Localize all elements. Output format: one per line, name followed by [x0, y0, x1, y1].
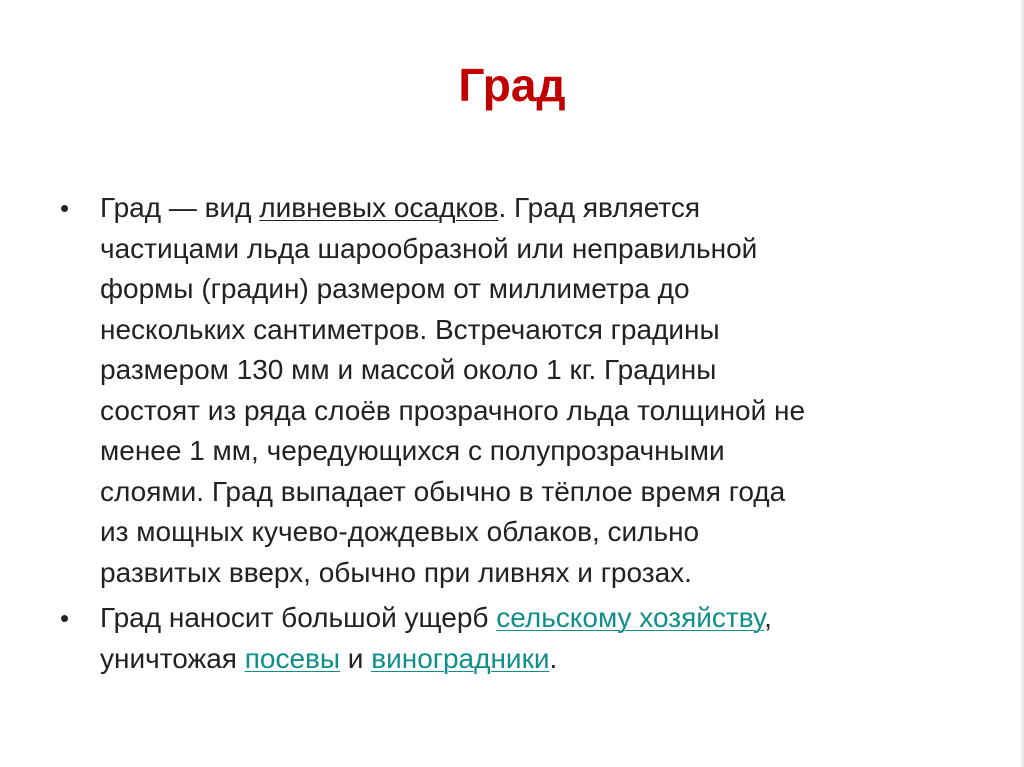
bullet-dot-icon: • — [60, 603, 70, 633]
paragraph2-line2 — [100, 639, 940, 680]
text: уничтожая — [100, 642, 245, 674]
paragraph1-line8: слоями. Град выпадает обычно в тёплое время года — [100, 475, 786, 507]
paragraph1-line4: нескольких сантиметров. Встречаются градины — [100, 313, 720, 345]
link-crops[interactable]: посевы — [244, 642, 341, 674]
link-vineyards[interactable]: виноградники — [371, 642, 550, 674]
paragraph1-line9: из мощных кучево-дождевых облаков, сильно — [100, 516, 700, 547]
slide-title: Град — [458, 59, 566, 111]
paragraph1-line6: состоят из ряда слоёв прозрачного льда толщиной не — [100, 394, 806, 426]
text: и — [340, 642, 372, 674]
paragraph1-line3: формы (градин) размером от миллиметра до — [100, 273, 690, 304]
text: Град наносит большой ущерб — [100, 602, 497, 633]
bullet-dot-icon: • — [60, 193, 70, 223]
text: . — [549, 642, 558, 674]
text: . Град является — [498, 192, 701, 223]
paragraph1-line7: менее 1 мм, чередующихся с полупрозрачными — [100, 435, 725, 466]
paragraph1-line5: размером 130 мм и массой около 1 кг. Градины — [100, 354, 717, 385]
bullet-item-damage — [60, 598, 940, 679]
text: , — [764, 602, 772, 633]
text: Град — вид — [100, 192, 260, 223]
bullet-item-definition — [60, 188, 940, 593]
bullet-list — [60, 188, 940, 684]
paragraph1-line1 — [100, 188, 940, 229]
link-shower-precipitation[interactable]: ливневых осадков — [259, 192, 499, 223]
paragraph2-line1 — [100, 598, 940, 639]
link-agriculture[interactable]: сельскому хозяйству — [496, 602, 765, 633]
paragraph1-line2: частицами льда шарообразной или неправильной — [100, 232, 758, 264]
paragraph1-line10: развитых вверх, обычно при ливнях и грозах. — [100, 556, 692, 588]
